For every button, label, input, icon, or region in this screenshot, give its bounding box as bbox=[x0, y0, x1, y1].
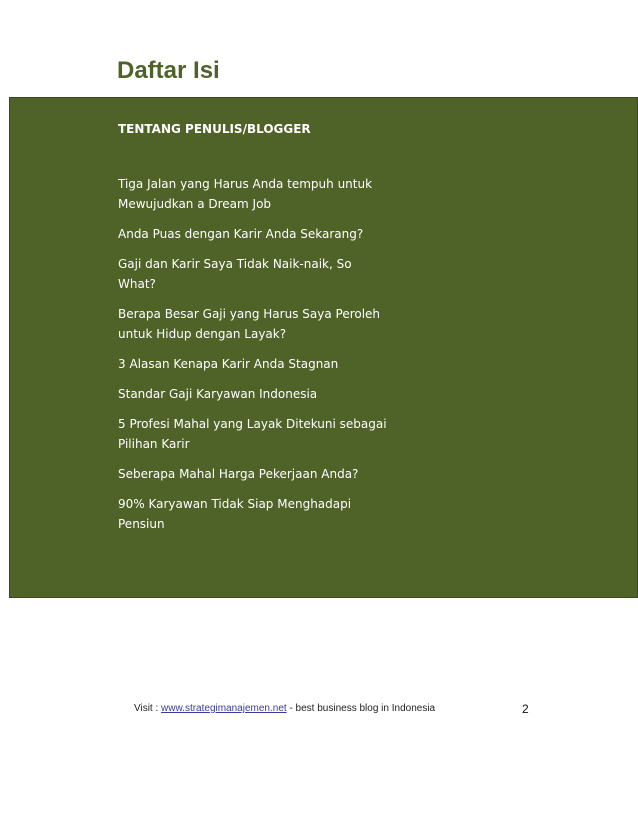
table-of-contents-panel bbox=[9, 97, 638, 598]
toc-item[interactable]: 3 Alasan Kenapa Karir Anda Stagnan bbox=[118, 357, 339, 371]
footer-suffix: - best business blog in Indonesia bbox=[286, 703, 436, 714]
toc-item[interactable]: Berapa Besar Gaji yang Harus Saya Peroleh untuk Hidup dengan Layak? bbox=[118, 307, 381, 341]
toc-item[interactable]: Tiga Jalan yang Harus Anda tempuh untuk Mewujudkan a Dream Job bbox=[118, 177, 373, 211]
page-number: 2 bbox=[522, 702, 529, 716]
toc-heading-author[interactable]: TENTANG PENULIS/BLOGGER bbox=[118, 122, 311, 136]
footer-prefix: Visit : bbox=[134, 703, 162, 714]
toc-item[interactable]: Standar Gaji Karyawan Indonesia bbox=[118, 387, 318, 401]
toc-item[interactable]: Gaji dan Karir Saya Tidak Naik-naik, So What? bbox=[118, 257, 352, 291]
toc-item[interactable]: 5 Profesi Mahal yang Layak Ditekuni sebagai Pilihan Karir bbox=[118, 417, 387, 451]
page-title: Daftar Isi bbox=[117, 57, 220, 84]
toc-list bbox=[118, 174, 388, 544]
toc-item[interactable]: Anda Puas dengan Karir Anda Sekarang? bbox=[118, 227, 364, 241]
footer-website-link[interactable]: www.strategimanajemen.net bbox=[161, 703, 287, 714]
toc-item[interactable]: 90% Karyawan Tidak Siap Menghadapi Pensiun bbox=[118, 497, 352, 531]
toc-item[interactable]: Seberapa Mahal Harga Pekerjaan Anda? bbox=[118, 467, 359, 481]
page-footer bbox=[134, 703, 435, 714]
